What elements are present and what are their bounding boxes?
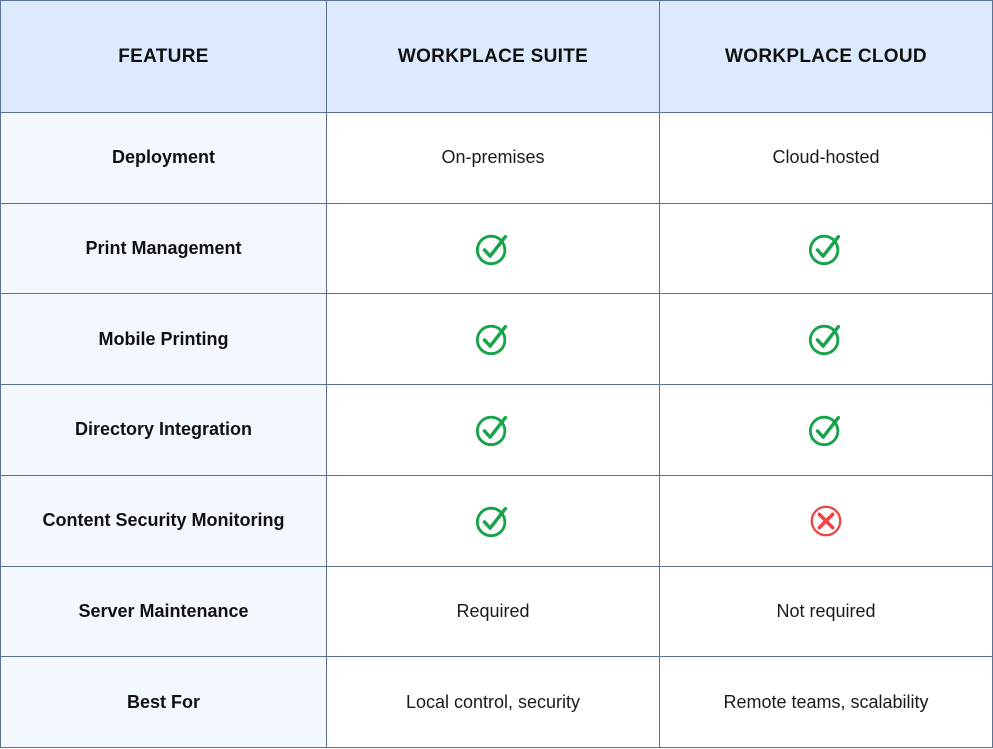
cloud-status-cell [660, 385, 993, 476]
table-row-content-security-monitoring [1, 475, 993, 566]
header-workplace-cloud: WORKPLACE CLOUD [660, 1, 993, 113]
suite-status-cell [327, 475, 660, 566]
suite-value: On-premises [327, 113, 660, 204]
cloud-value: Not required [660, 566, 993, 657]
table-row-directory-integration [1, 385, 993, 476]
feature-label: Deployment [1, 113, 327, 204]
suite-status-cell [327, 385, 660, 476]
check-circle-icon [474, 502, 512, 540]
suite-status-cell [327, 203, 660, 294]
feature-label: Content Security Monitoring [1, 475, 327, 566]
feature-label: Print Management [1, 203, 327, 294]
feature-label: Server Maintenance [1, 566, 327, 657]
check-circle-icon [807, 230, 845, 268]
suite-value: Required [327, 566, 660, 657]
check-circle-icon [807, 320, 845, 358]
table-row-server-maintenance [1, 566, 993, 657]
table-row-best-for [1, 657, 993, 748]
header-row [1, 1, 993, 113]
cloud-status-cell [660, 294, 993, 385]
cloud-status-cell [660, 203, 993, 294]
x-circle-icon [807, 502, 845, 540]
table-row-print-management [1, 203, 993, 294]
cloud-value: Remote teams, scalability [660, 657, 993, 748]
feature-label: Mobile Printing [1, 294, 327, 385]
check-circle-icon [807, 411, 845, 449]
feature-label: Best For [1, 657, 327, 748]
header-workplace-suite: WORKPLACE SUITE [327, 1, 660, 113]
suite-status-cell [327, 294, 660, 385]
header-feature: FEATURE [1, 1, 327, 113]
check-circle-icon [474, 411, 512, 449]
feature-label: Directory Integration [1, 385, 327, 476]
table-row-deployment [1, 113, 993, 204]
cloud-status-cell [660, 475, 993, 566]
suite-value: Local control, security [327, 657, 660, 748]
check-circle-icon [474, 320, 512, 358]
cloud-value: Cloud-hosted [660, 113, 993, 204]
table-row-mobile-printing [1, 294, 993, 385]
check-circle-icon [474, 230, 512, 268]
